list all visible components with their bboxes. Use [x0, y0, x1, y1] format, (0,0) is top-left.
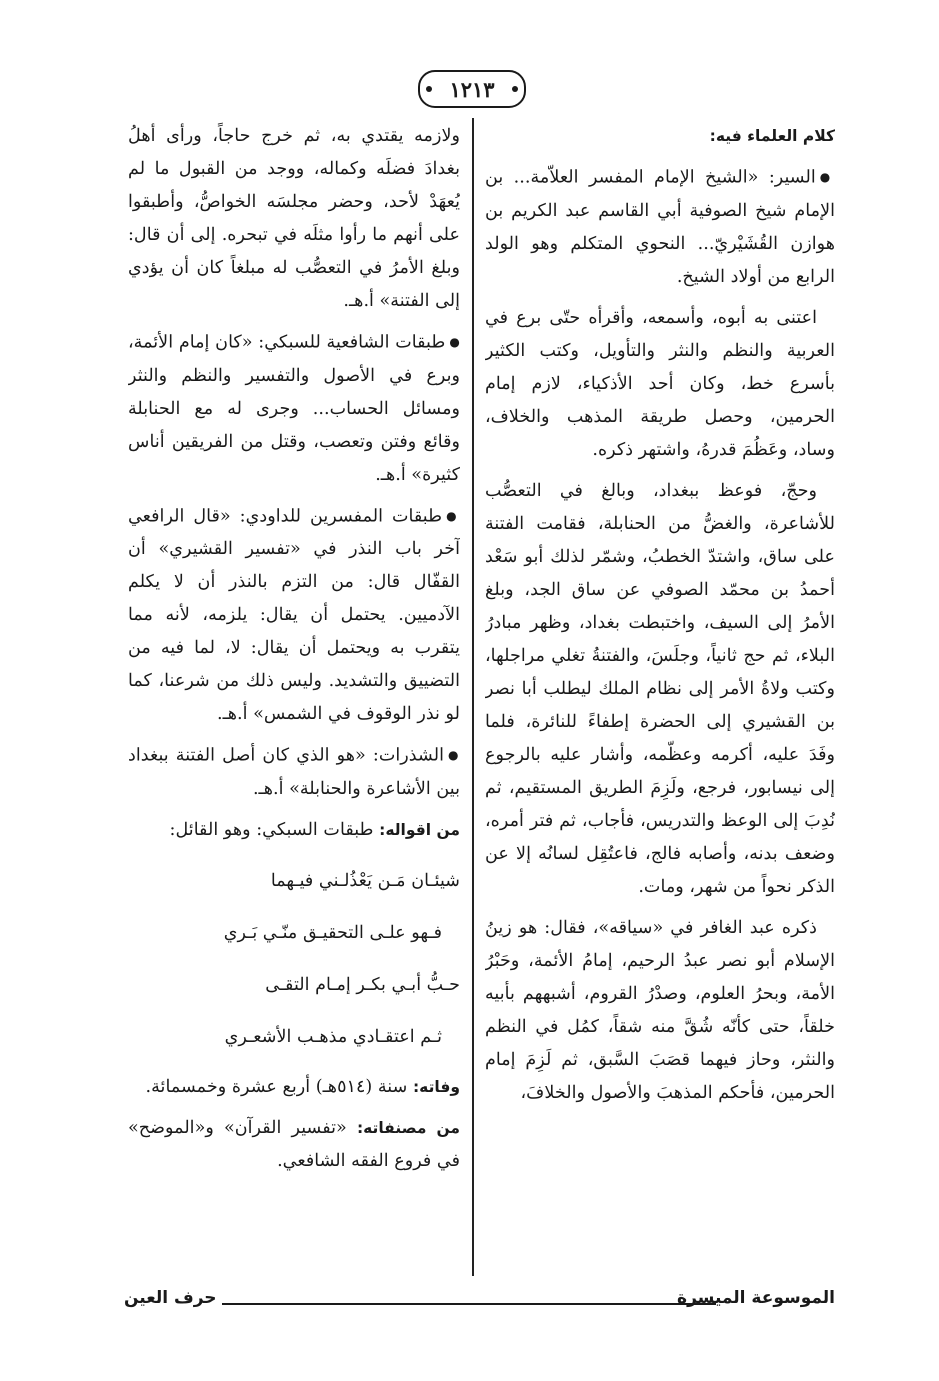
footer-rule: [222, 1303, 716, 1305]
death-text: سنة (٥١٤هـ) أربع عشرة وخمسمائة.: [145, 1076, 408, 1097]
poem-verse: شيئـان مَـن يَعْذُلـني فيـهما: [270, 870, 460, 891]
paragraph-continuation: ولازمه يقتدي به، ثم خرج حاجاً، ورأى أهلُ بغدادَ فضلَه وكماله، ووجد من القبول ما لم يُعهَدْ لأحد، وحضر مجلسَه الخواصُّ، وأطبقوا على أنهم ما رأوا مثلَه في تبحره. إلى أن قال: وبلغ الأمرُ في التعصُّب له مبلغاً كان أن يؤدي إلى الفتنة» أ.هـ.: [128, 126, 460, 311]
bullet-icon: ●: [819, 170, 835, 184]
poem-verse: حـبُّ أبـي بكـر إمـام التقـى: [265, 974, 460, 995]
works-label: من مصنفاته:: [356, 1118, 460, 1137]
paragraph-shadharat: ●الشذرات: «هو الذي كان أصل الفتنة ببغداد بين الأشاعرة والحنابلة» أ.هـ.: [128, 745, 460, 799]
paragraph-dawudi: ●طبقات المفسرين للداودي: «قال الرافعي آخر باب النذر في «تفسير القشيري» أن القفّال قال: من التزم بالنذر أن لا يكلم الآدميين. يحتمل أن يقال: يلزمه، لأنه مما يتقرب به ويحتمل أن يقال: لا، لما فيه من التضييق والتشديد. وليس ذلك من شرعنا، كما لو نذر الوقوف في الشمس» أ.هـ.: [128, 506, 460, 724]
poem-verse: ثـم اعتقـادي مذهـب الأشعـري: [224, 1026, 442, 1047]
section-heading: كلام العلماء فيه:: [709, 127, 835, 145]
paragraph-subki: ●طبقات الشافعية للسبكي: «كان إمام الأئمة، وبرع في الأصول والتفسير والنظم والنثر ومسائل الحساب... وجرى له مع الحنابلة وقائع وفتن وتعصب، وقتل من الفريقين أناس كثيرة» أ.هـ.: [128, 332, 460, 485]
sayings-label: من اقواله:: [379, 820, 460, 839]
paragraph-works: [128, 1112, 460, 1178]
poem: [128, 855, 460, 1063]
paragraph-fitna: وحجّ، فوعظ ببغداد، وبالغ في التعصُّب للأشاعرة، والغضُّ من الحنابلة، فقامت الفتنة على ساق، واشتدّ الخطبُ، وشمّر لذلك أبو سَعْد أحمدُ بن محمّد الصوفي عن ساق الجد، وبلغ الأمرُ إلى السيف، واختبطت بغداد، وظهر مبادرُ البلاء، ثم حج ثانياً، وجلَسَ، والفتنةُ تغلي مراجلها، وكتب ولاةُ الأمر إلى نظام الملك ليطلب أبا نصر بن القشيري إلى الحضرة إطفاءً للنائرة، فلما وفَدَ عليه، أكرمه وعظّمه، وأشار عليه بالرجوع إلى نيسابور، فرجع، ولَزِمَ الطريق المستقيم، ثم نُدِبَ إلى الوعظ والتدريس، فأجاب، ثم فتر أمره، وضعف بدنه، وأصابه فالج، فاعتُقِل لسانُه إلا عن الذكر نحواً من شهر، ومات.: [485, 480, 835, 897]
paragraph-sayings: [128, 814, 460, 847]
paragraph-siyar: ●السير: «الشيخ الإمام المفسر العلاّمة... بن الإمام شيخ الصوفية أبي القاسم عبد الكريم بن هوازن القُشَيْريّ... النحوي المتكلم وهو الولد الرابع من أولاد الشيخ.: [485, 167, 835, 287]
works-text: «تفسير القرآن» و«الموضح» في فروع الفقه الشافعي.: [128, 1117, 460, 1171]
poem-verse: فـهو علـى التحقيـق منّـي بَـري: [223, 922, 442, 943]
column-divider: [472, 118, 474, 1276]
sayings-intro: طبقات السبكي: وهو القائل:: [169, 819, 374, 840]
bullet-icon: ●: [446, 508, 460, 523]
footer-book-title: الموسوعة الميسرة: [677, 1288, 835, 1308]
page-number-text: ١٢١٣: [449, 76, 495, 102]
bullet-icon: ●: [447, 748, 460, 762]
right-column: [485, 120, 835, 1276]
paragraph-upbringing: اعتنى به أبوه، وأسمعه، وأقرأه حتّى برع في العربية والنظم والنثر والتأويل، وكتب الكثير بأسرع خط، وكان أحد الأذكياء، لازم إمام الحرمين، وحصل طريقة المذهب والخلاف، وساد، وعَظُمَ قدرهُ، واشتهر ذكره.: [485, 307, 835, 460]
paragraph-death: [128, 1071, 460, 1104]
bullet-icon: ●: [449, 335, 460, 349]
footer-section-title: حرف العين: [124, 1288, 217, 1308]
left-column: [128, 120, 460, 1276]
paragraph-abd-al-ghafir: ذكره عبد الغافر في «سياقه»، فقال: هو زينُ الإسلام أبو نصر عبدُ الرحيم، إمامُ الأئمة، وحَبْرُ الأمة، وبحرُ العلوم، وصدْرُ القروم، أشبههم بأبيه خلقاً، حتى كأنّه شُقَّ منه شقاً، كمُل في النظم والنثر، وحاز فيهما قصَبَ السَّبق، ثم لَزِمَ إمام الحرمين، فأحكم المذهبَ والأصول والخلافَ،: [485, 917, 835, 1103]
page-number: [418, 70, 526, 108]
death-label: وفاته:: [412, 1077, 460, 1096]
